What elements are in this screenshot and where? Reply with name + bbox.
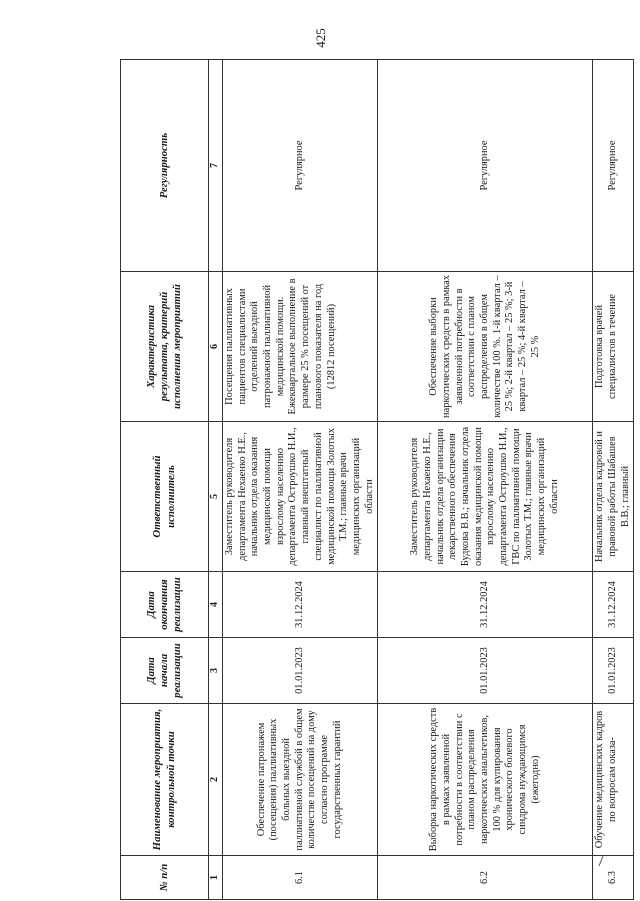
row-regularity: Регулярное xyxy=(378,60,593,272)
header-regularity: Регулярность xyxy=(121,60,209,272)
row-regularity: Регулярное xyxy=(593,60,634,272)
row-result: Подготовка врачей специалистов в течение xyxy=(593,272,634,422)
page-number: 425 xyxy=(313,28,328,48)
table-row xyxy=(378,60,593,900)
header-end: Дата окончания реализации xyxy=(121,572,209,638)
row-num: 6.2 xyxy=(378,856,593,900)
column-number: 4 xyxy=(209,572,223,638)
column-number: 3 xyxy=(209,638,223,704)
header-name: Наименование мероприятия, контрольной точки xyxy=(121,704,209,856)
row-regularity: Регулярное xyxy=(223,60,378,272)
column-number: 2 xyxy=(209,704,223,856)
header-responsible: Ответственный исполнитель xyxy=(121,422,209,572)
column-number: 6 xyxy=(209,272,223,422)
column-number: 1 xyxy=(209,856,223,900)
column-number-row xyxy=(209,60,223,900)
table-row xyxy=(593,60,634,900)
row-start-date: 01.01.2023 xyxy=(378,638,593,704)
header-result: Характеристика результата, критерий исполнения мероприятий xyxy=(121,272,209,422)
column-number: 5 xyxy=(209,422,223,572)
row-responsible: Заместитель руководителя департамента Нехаенко Н.Е., начальник отдела организации лекарственного обеспечения Будкова В.В.; начальник отдела оказания медицинской помощи взрослому населению департамента Остроушко Н.И., ГВС по паллиативной помощи Золотых Т.М.; главные врачи медицинских организаций области xyxy=(378,422,593,572)
row-end-date: 31.12.2024 xyxy=(223,572,378,638)
row-result: Посещения паллиативных пациентов специалистами отделений выездной патронажной паллиативной медицинской помощи. Ежеквартальное выполнение в размере 25 % посещений от планового показателя на год (12812 посещений) xyxy=(223,272,378,422)
row-end-date: 31.12.2024 xyxy=(378,572,593,638)
row-responsible: Заместитель руководителя департамента Нехаенко Н.Е., начальник отдела оказания медицинской помощи взрослому населению департамента Остроушко Н.И., главный внештатный специалист по паллиативной медицинской помощи Золотых Т.М.; главные врачи медицинских организаций области xyxy=(223,422,378,572)
row-name: Обучение медицинских кадров по вопросам оказа- xyxy=(593,704,634,856)
row-name: Выборка наркотических средств в рамках заявленной потребности в соответствии с планом распределения наркотических анальгетиков, 100 % для купирования хронического болевого синдрома нуждающимся (ежегодно) xyxy=(378,704,593,856)
measures-table xyxy=(120,60,631,900)
table-row xyxy=(223,60,378,900)
row-end-date: 31.12.2024 xyxy=(593,572,634,638)
row-start-date: 01.01.2023 xyxy=(223,638,378,704)
row-start-date: 01.01.2023 xyxy=(593,638,634,704)
pen-mark xyxy=(598,855,604,867)
column-number: 7 xyxy=(209,60,223,272)
row-num: 6.1 xyxy=(223,856,378,900)
row-result: Обеспечение выборки наркотических средств в рамках заявленной потребности в соответствии с планом распределения в общем количестве 100 %. 1-й квартал – 25 %; 2-й квартал – 25 %; 3-й квартал – 25 %; 4-й квартал – 25 % xyxy=(378,272,593,422)
header-start: Дата начала реализации xyxy=(121,638,209,704)
row-responsible: Начальник отдела кадровой и правовой работы Шабашев В.В.; главный xyxy=(593,422,634,572)
row-num: 6.3 xyxy=(593,856,634,900)
row-name: Обеспечение патронажем (посещения) паллиативных больных выездной паллиативной службой в общем количестве посещений на дому согласно программе государственных гарантий xyxy=(223,704,378,856)
table-header-row xyxy=(121,60,209,900)
header-num: № п/п xyxy=(121,856,209,900)
